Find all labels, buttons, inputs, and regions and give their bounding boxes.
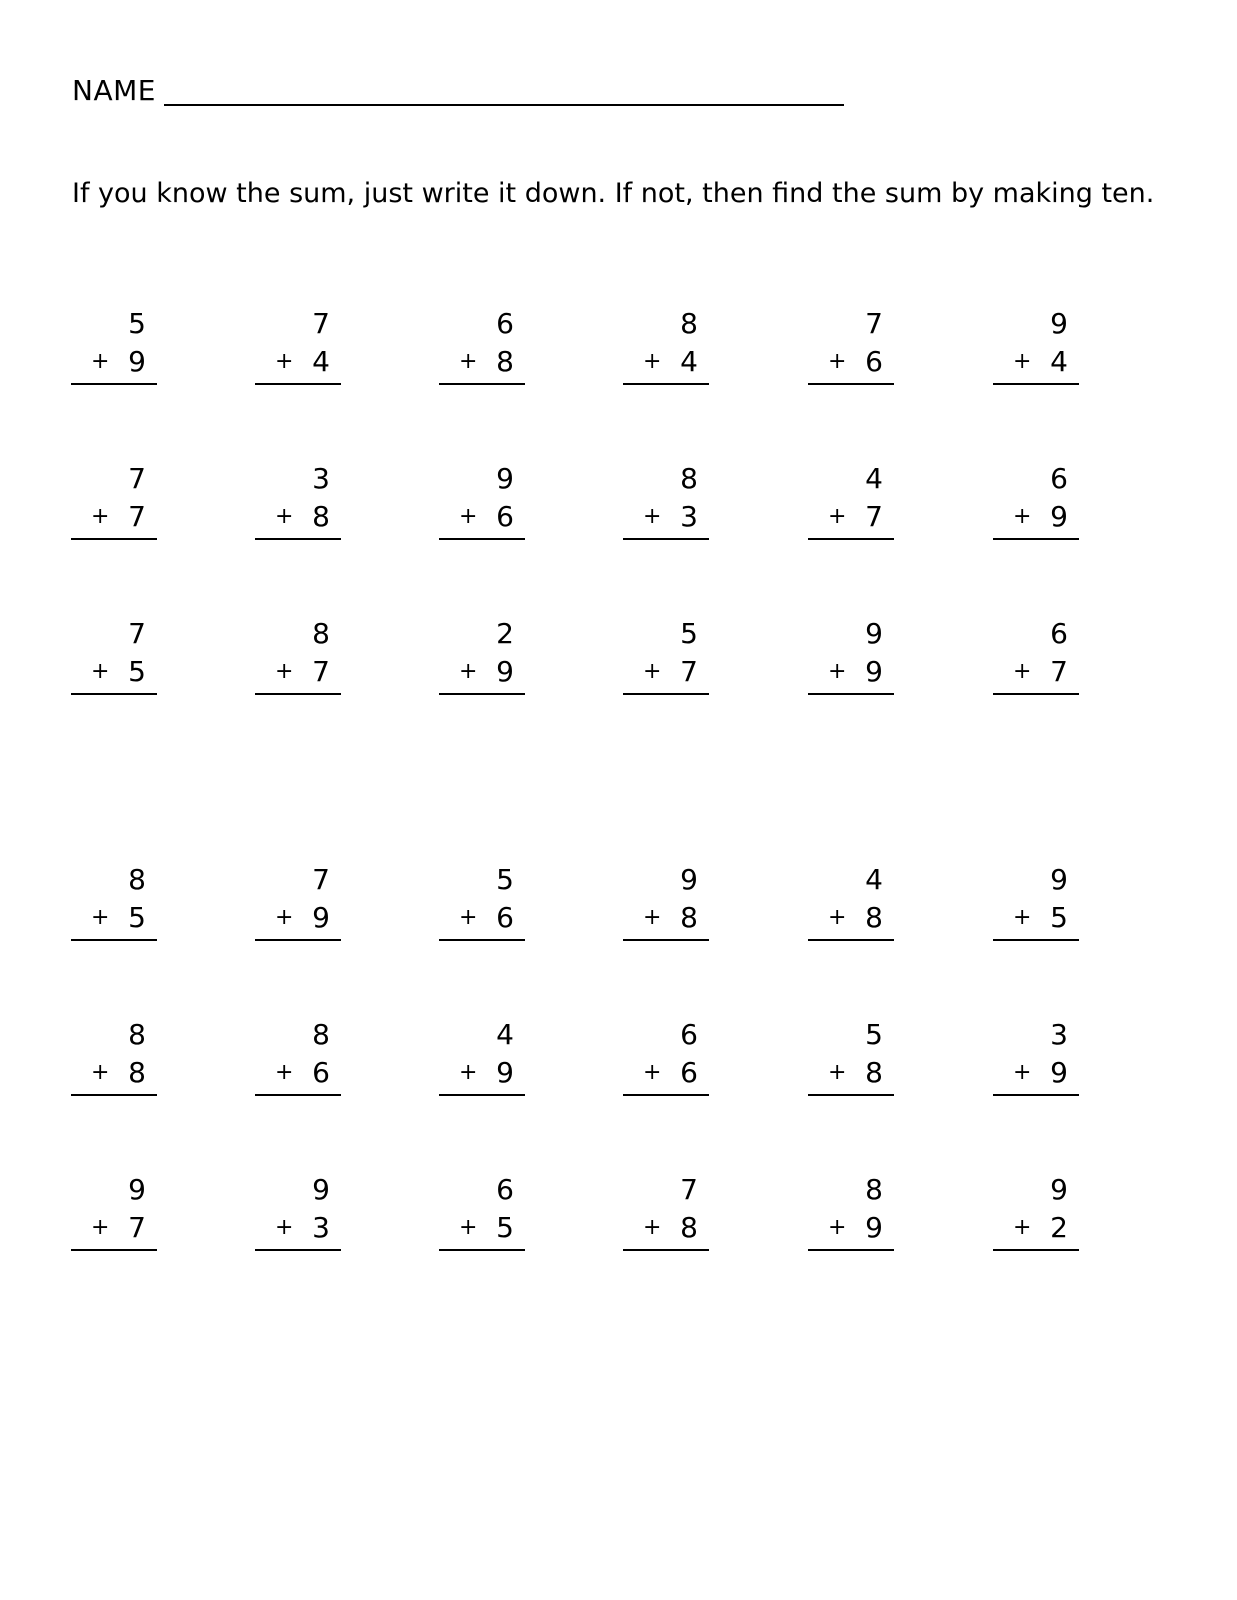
plus-sign: + — [91, 1215, 110, 1240]
bottom-row — [993, 345, 1068, 379]
top-addend: 5 — [680, 617, 698, 650]
bottom-addend: 5 — [1050, 901, 1068, 934]
top-addend: 9 — [312, 1173, 330, 1206]
plus-sign: + — [459, 1060, 478, 1085]
plus-sign: + — [459, 1215, 478, 1240]
addition-problem — [623, 1173, 709, 1253]
bottom-addend: 6 — [680, 1056, 698, 1089]
answer-line[interactable] — [623, 383, 709, 385]
bottom-addend: 4 — [312, 345, 330, 378]
bottom-row — [71, 1056, 146, 1090]
top-addend: 4 — [865, 462, 883, 495]
answer-line[interactable] — [993, 939, 1079, 941]
addition-problem — [71, 1173, 157, 1253]
bottom-addend: 5 — [128, 655, 146, 688]
bottom-addend: 9 — [128, 345, 146, 378]
addition-problem — [255, 307, 341, 387]
top-addend: 5 — [128, 307, 146, 340]
bottom-row — [255, 1211, 330, 1245]
top-addend: 9 — [680, 863, 698, 896]
bottom-addend: 8 — [865, 901, 883, 934]
plus-sign: + — [275, 504, 294, 529]
answer-line[interactable] — [71, 1094, 157, 1096]
plus-sign: + — [1013, 659, 1032, 684]
bottom-addend: 8 — [128, 1056, 146, 1089]
top-addend: 8 — [312, 617, 330, 650]
addition-problem — [439, 462, 525, 542]
bottom-addend: 2 — [1050, 1211, 1068, 1244]
answer-line[interactable] — [808, 1094, 894, 1096]
bottom-row — [71, 901, 146, 935]
bottom-row — [993, 655, 1068, 689]
bottom-row — [808, 901, 883, 935]
top-addend: 8 — [680, 307, 698, 340]
bottom-addend: 5 — [128, 901, 146, 934]
bottom-addend: 9 — [1050, 1056, 1068, 1089]
answer-line[interactable] — [71, 939, 157, 941]
bottom-addend: 7 — [680, 655, 698, 688]
addition-problem — [439, 863, 525, 943]
instructions: If you know the sum, just write it down. If not, then find the sum by making ten. — [72, 178, 1155, 209]
answer-line[interactable] — [439, 1249, 525, 1251]
bottom-row — [439, 1211, 514, 1245]
addition-problem — [623, 863, 709, 943]
addition-problem — [993, 617, 1079, 697]
answer-line[interactable] — [439, 693, 525, 695]
bottom-row — [808, 345, 883, 379]
addition-problem — [993, 462, 1079, 542]
answer-line[interactable] — [993, 693, 1079, 695]
plus-sign: + — [91, 1060, 110, 1085]
plus-sign: + — [91, 905, 110, 930]
answer-line[interactable] — [623, 693, 709, 695]
answer-line[interactable] — [439, 1094, 525, 1096]
top-addend: 6 — [1050, 462, 1068, 495]
plus-sign: + — [643, 905, 662, 930]
addition-problem — [255, 617, 341, 697]
addition-problem — [439, 1018, 525, 1098]
name-label: NAME — [72, 74, 156, 107]
addition-problem — [439, 1173, 525, 1253]
top-addend: 8 — [128, 1018, 146, 1051]
answer-line[interactable] — [808, 939, 894, 941]
top-addend: 8 — [312, 1018, 330, 1051]
plus-sign: + — [828, 504, 847, 529]
bottom-addend: 5 — [496, 1211, 514, 1244]
addition-problem — [623, 617, 709, 697]
top-addend: 7 — [312, 863, 330, 896]
bottom-row — [71, 500, 146, 534]
top-addend: 9 — [865, 617, 883, 650]
plus-sign: + — [1013, 1060, 1032, 1085]
answer-line[interactable] — [623, 939, 709, 941]
answer-line[interactable] — [623, 538, 709, 540]
bottom-row — [808, 1211, 883, 1245]
answer-line[interactable] — [255, 538, 341, 540]
top-addend: 6 — [496, 1173, 514, 1206]
bottom-row — [439, 655, 514, 689]
bottom-row — [623, 1211, 698, 1245]
top-addend: 7 — [865, 307, 883, 340]
top-addend: 9 — [1050, 307, 1068, 340]
answer-line[interactable] — [439, 939, 525, 941]
top-addend: 7 — [128, 462, 146, 495]
bottom-row — [623, 345, 698, 379]
plus-sign: + — [1013, 1215, 1032, 1240]
bottom-row — [439, 500, 514, 534]
top-addend: 9 — [1050, 1173, 1068, 1206]
addition-problem — [808, 1173, 894, 1253]
plus-sign: + — [643, 659, 662, 684]
plus-sign: + — [1013, 349, 1032, 374]
addition-problem — [808, 617, 894, 697]
top-addend: 9 — [1050, 863, 1068, 896]
answer-line[interactable] — [255, 939, 341, 941]
top-addend: 6 — [1050, 617, 1068, 650]
bottom-row — [808, 655, 883, 689]
answer-line[interactable] — [993, 383, 1079, 385]
bottom-row — [439, 1056, 514, 1090]
plus-sign: + — [828, 905, 847, 930]
answer-line[interactable] — [808, 538, 894, 540]
addition-problem — [808, 863, 894, 943]
answer-line[interactable] — [623, 1249, 709, 1251]
addition-problem — [255, 1018, 341, 1098]
bottom-row — [623, 655, 698, 689]
answer-line[interactable] — [993, 1094, 1079, 1096]
addition-problem — [439, 617, 525, 697]
bottom-addend: 3 — [680, 500, 698, 533]
plus-sign: + — [643, 1215, 662, 1240]
top-addend: 2 — [496, 617, 514, 650]
answer-line[interactable] — [255, 383, 341, 385]
bottom-addend: 9 — [865, 655, 883, 688]
answer-line[interactable] — [255, 1094, 341, 1096]
answer-line[interactable] — [71, 538, 157, 540]
answer-line[interactable] — [993, 1249, 1079, 1251]
bottom-addend: 6 — [496, 500, 514, 533]
top-addend: 8 — [128, 863, 146, 896]
bottom-addend: 4 — [1050, 345, 1068, 378]
bottom-addend: 7 — [128, 1211, 146, 1244]
plus-sign: + — [828, 659, 847, 684]
plus-sign: + — [643, 504, 662, 529]
plus-sign: + — [828, 1060, 847, 1085]
answer-line[interactable] — [808, 383, 894, 385]
bottom-row — [71, 1211, 146, 1245]
answer-line[interactable] — [623, 1094, 709, 1096]
plus-sign: + — [459, 349, 478, 374]
addition-problem — [623, 307, 709, 387]
top-addend: 4 — [865, 863, 883, 896]
bottom-addend: 8 — [865, 1056, 883, 1089]
addition-problem — [993, 307, 1079, 387]
bottom-addend: 9 — [496, 1056, 514, 1089]
plus-sign: + — [1013, 905, 1032, 930]
answer-line[interactable] — [808, 1249, 894, 1251]
bottom-addend: 8 — [496, 345, 514, 378]
bottom-row — [439, 345, 514, 379]
bottom-row — [808, 500, 883, 534]
addition-problem — [439, 307, 525, 387]
addition-problem — [623, 1018, 709, 1098]
top-addend: 3 — [312, 462, 330, 495]
addition-problem — [993, 1173, 1079, 1253]
bottom-addend: 8 — [680, 1211, 698, 1244]
plus-sign: + — [275, 905, 294, 930]
top-addend: 3 — [1050, 1018, 1068, 1051]
top-addend: 6 — [496, 307, 514, 340]
answer-line[interactable] — [71, 693, 157, 695]
plus-sign: + — [275, 1215, 294, 1240]
addition-problem — [71, 617, 157, 697]
addition-problem — [255, 1173, 341, 1253]
name-row — [72, 74, 844, 108]
bottom-row — [808, 1056, 883, 1090]
top-addend: 7 — [128, 617, 146, 650]
plus-sign: + — [459, 659, 478, 684]
bottom-row — [993, 1056, 1068, 1090]
bottom-row — [255, 345, 330, 379]
addition-problem — [71, 1018, 157, 1098]
plus-sign: + — [459, 905, 478, 930]
bottom-row — [71, 655, 146, 689]
addition-problem — [993, 1018, 1079, 1098]
top-addend: 7 — [312, 307, 330, 340]
plus-sign: + — [643, 1060, 662, 1085]
bottom-row — [255, 655, 330, 689]
addition-problem — [993, 863, 1079, 943]
bottom-addend: 3 — [312, 1211, 330, 1244]
answer-line[interactable] — [255, 693, 341, 695]
plus-sign: + — [91, 504, 110, 529]
bottom-row — [439, 901, 514, 935]
bottom-addend: 6 — [865, 345, 883, 378]
bottom-addend: 9 — [865, 1211, 883, 1244]
plus-sign: + — [643, 349, 662, 374]
addition-problem — [623, 462, 709, 542]
plus-sign: + — [275, 1060, 294, 1085]
bottom-row — [71, 345, 146, 379]
addition-problem — [71, 462, 157, 542]
addition-problem — [808, 462, 894, 542]
top-addend: 7 — [680, 1173, 698, 1206]
plus-sign: + — [91, 349, 110, 374]
bottom-addend: 9 — [312, 901, 330, 934]
bottom-addend: 8 — [312, 500, 330, 533]
bottom-row — [993, 500, 1068, 534]
bottom-row — [255, 901, 330, 935]
top-addend: 5 — [496, 863, 514, 896]
plus-sign: + — [828, 1215, 847, 1240]
answer-line[interactable] — [993, 538, 1079, 540]
bottom-addend: 6 — [496, 901, 514, 934]
top-addend: 8 — [680, 462, 698, 495]
plus-sign: + — [828, 349, 847, 374]
bottom-addend: 8 — [680, 901, 698, 934]
bottom-row — [255, 500, 330, 534]
answer-line[interactable] — [255, 1249, 341, 1251]
bottom-row — [623, 500, 698, 534]
addition-problem — [71, 307, 157, 387]
bottom-addend: 4 — [680, 345, 698, 378]
bottom-row — [255, 1056, 330, 1090]
addition-problem — [255, 863, 341, 943]
bottom-addend: 7 — [312, 655, 330, 688]
addition-problem — [808, 1018, 894, 1098]
top-addend: 6 — [680, 1018, 698, 1051]
bottom-row — [993, 1211, 1068, 1245]
addition-problem — [71, 863, 157, 943]
bottom-row — [993, 901, 1068, 935]
answer-line[interactable] — [808, 693, 894, 695]
addition-problem — [255, 462, 341, 542]
top-addend: 5 — [865, 1018, 883, 1051]
bottom-addend: 6 — [312, 1056, 330, 1089]
plus-sign: + — [91, 659, 110, 684]
answer-line[interactable] — [439, 383, 525, 385]
top-addend: 9 — [128, 1173, 146, 1206]
bottom-addend: 7 — [1050, 655, 1068, 688]
top-addend: 9 — [496, 462, 514, 495]
addition-problem — [808, 307, 894, 387]
bottom-addend: 9 — [1050, 500, 1068, 533]
answer-line[interactable] — [439, 538, 525, 540]
answer-line[interactable] — [71, 383, 157, 385]
bottom-addend: 7 — [128, 500, 146, 533]
bottom-row — [623, 1056, 698, 1090]
plus-sign: + — [1013, 504, 1032, 529]
plus-sign: + — [459, 504, 478, 529]
bottom-row — [623, 901, 698, 935]
bottom-addend: 7 — [865, 500, 883, 533]
top-addend: 4 — [496, 1018, 514, 1051]
plus-sign: + — [275, 349, 294, 374]
top-addend: 8 — [865, 1173, 883, 1206]
bottom-addend: 9 — [496, 655, 514, 688]
plus-sign: + — [275, 659, 294, 684]
answer-line[interactable] — [71, 1249, 157, 1251]
name-field[interactable] — [164, 104, 844, 106]
